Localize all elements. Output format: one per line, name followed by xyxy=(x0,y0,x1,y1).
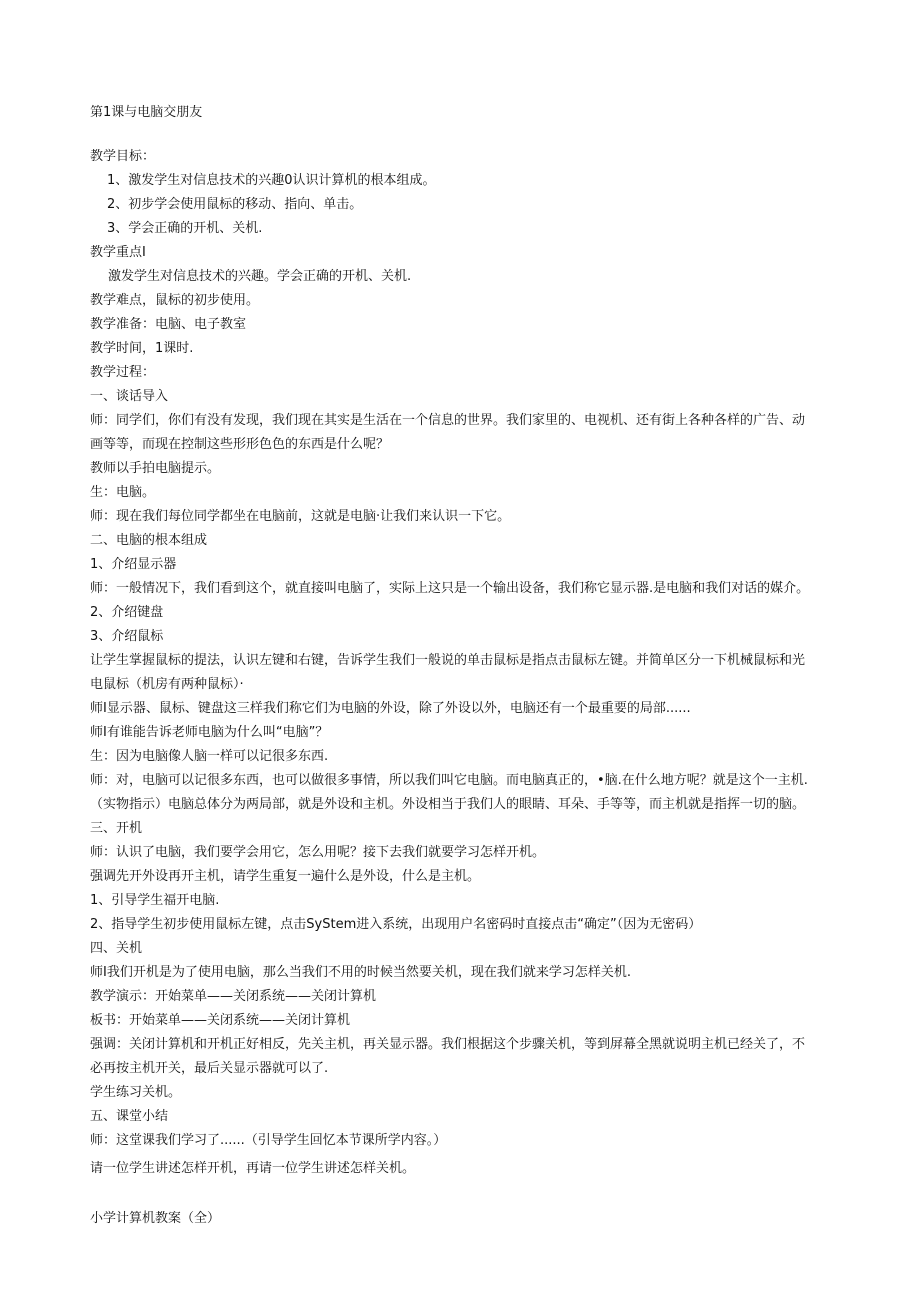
paragraph-line: 师：同学们，你们有没有发现，我们现在其实是生活在一个信息的世界。我们家里的、电视机、还有街上各种各样的广告、动 xyxy=(90,413,806,428)
paragraph-line: 师I我们开机是为了使用电脑，那么当我们不用的时候当然要关机，现在我们就来学习怎样关机. xyxy=(90,965,631,980)
paragraph-line: 画等等，而现在控制这些形形色色的东西是什么呢？ xyxy=(90,437,390,452)
heading-process: 教学过程： xyxy=(90,365,156,380)
section-heading: 四、关机 xyxy=(90,941,143,956)
subsection-heading: 3、介绍鼠标 xyxy=(90,629,164,644)
paragraph-line: 电鼠标（机房有两种鼠标）· xyxy=(90,677,244,692)
heading-key-points: 教学重点I xyxy=(90,245,146,260)
paragraph-line: 强调先开外设再开主机，请学生重复一遍什么是外设，什么是主机。 xyxy=(90,869,481,884)
difficulty-line: 教学难点，鼠标的初步使用。 xyxy=(90,293,260,308)
paragraph-line: 师：一般情况下，我们看到这个，就直接叫电脑了，实际上这只是一个输出设备，我们称它显示器.是电脑和我们对话的媒介。 xyxy=(90,581,810,596)
section-heading: 五、课堂小结 xyxy=(90,1109,169,1124)
document-footer-title: 小学计算机教案（全） xyxy=(90,1211,221,1226)
lesson-title: 第1课与电脑交朋友 xyxy=(90,105,203,120)
paragraph-line: 生：因为电脑像人脑一样可以记很多东西. xyxy=(90,749,329,764)
paragraph-line: 学生练习关机。 xyxy=(90,1085,182,1100)
paragraph-line: 强调：关闭计算机和开机正好相反，先关主机，再关显示器。我们根据这个步骤关机，等到屏幕全黑就说明主机已经关了，不 xyxy=(90,1037,806,1052)
paragraph-line: 生：电脑。 xyxy=(90,485,156,500)
section-heading: 二、电脑的根本组成 xyxy=(90,533,208,548)
paragraph-line: 师：这堂课我们学习了......（引导学生回忆本节课所学内容。） xyxy=(90,1133,447,1148)
paragraph-line: 师I显示器、鼠标、键盘这三样我们称它们为电脑的外设，除了外设以外，电脑还有一个最重要的局部...... xyxy=(90,701,691,716)
paragraph-line: 教师以手拍电脑提示。 xyxy=(90,461,221,476)
subsection-heading: 1、介绍显示器 xyxy=(90,557,177,572)
step-item: 1、引导学生福开电脑. xyxy=(90,893,220,908)
paragraph-line: 板书：开始菜单——关闭系统——关闭计算机 xyxy=(90,1013,351,1028)
paragraph-line: 让学生掌握鼠标的提法，认识左键和右键，告诉学生我们一般说的单击鼠标是指点击鼠标左键。并简单区分一下机械鼠标和光 xyxy=(90,653,806,668)
paragraph-line: 师：认识了电脑，我们要学会用它，怎么用呢？接下去我们就要学习怎样开机。 xyxy=(90,845,546,860)
heading-objectives: 教学目标： xyxy=(90,149,156,164)
objective-item: 2、初步学会使用鼠标的移动、指向、单击。 xyxy=(107,197,363,212)
key-points-text: 激发学生对信息技术的兴趣。学会正确的开机、关机. xyxy=(108,269,412,284)
paragraph-line: 师I有谁能告诉老师电脑为什么叫“电脑”？ xyxy=(90,725,329,740)
paragraph-line: 师：现在我们每位同学都坐在电脑前，这就是电脑·让我们来认识一下它。 xyxy=(90,509,511,524)
time-line: 教学时间，1课时. xyxy=(90,341,194,356)
subsection-heading: 2、介绍键盘 xyxy=(90,605,164,620)
paragraph-line: 教学演示：开始菜单——关闭系统——关闭计算机 xyxy=(90,989,377,1004)
section-heading: 三、开机 xyxy=(90,821,143,836)
step-item: 2、指导学生初步使用鼠标左键，点击SyStem进入系统，出现用户名密码时直接点击“确定”（因为无密码） xyxy=(90,917,702,932)
paragraph-line: 必再按主机开关，最后关显示器就可以了. xyxy=(90,1061,329,1076)
objective-item: 1、激发学生对信息技术的兴趣0认识计算机的根本组成。 xyxy=(107,173,436,188)
preparation-line: 教学准备：电脑、电子教室 xyxy=(90,317,247,332)
paragraph-line: （实物指示）电脑总体分为两局部，就是外设和主机。外设相当于我们人的眼睛、耳朵、手等等，而主机就是指挥一切的脑。 xyxy=(90,797,806,812)
paragraph-line: 师：对，电脑可以记很多东西，也可以做很多事情，所以我们叫它电脑。而电脑真正的，•脑.在什么地方呢？就是这个一主机. xyxy=(90,773,808,788)
section-heading: 一、谈话导入 xyxy=(90,389,169,404)
paragraph-line: 请一位学生讲述怎样开机，再请一位学生讲述怎样关机。 xyxy=(90,1161,416,1176)
objective-item: 3、学会正确的开机、关机. xyxy=(107,221,263,236)
